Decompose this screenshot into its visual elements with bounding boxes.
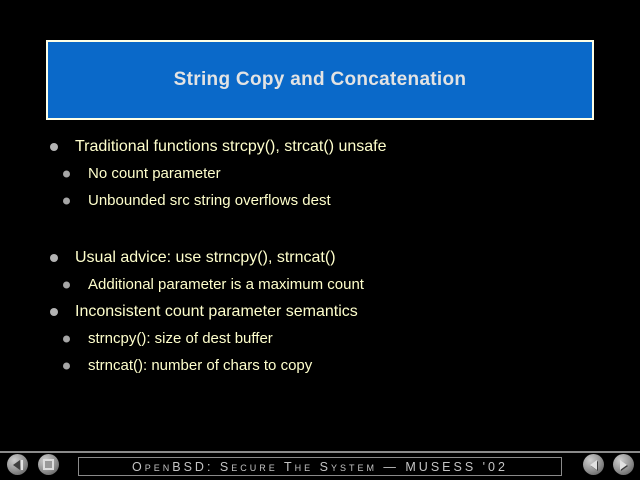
bullet-item: [0, 271, 640, 298]
skip-to-start-icon: [13, 460, 23, 470]
bullet-item: [0, 298, 640, 325]
next-slide-button[interactable]: [613, 454, 634, 475]
bullet-text: No count parameter: [88, 165, 221, 182]
status-bar: [78, 457, 562, 476]
arrow-left-icon: [590, 460, 597, 470]
bullet-icon: [63, 197, 70, 204]
bullet-icon: [50, 143, 58, 151]
arrow-right-icon: [620, 460, 627, 470]
bullet-icon: [50, 254, 58, 262]
footer-divider: [0, 451, 640, 453]
stop-button[interactable]: [38, 454, 59, 475]
slide-title: String Copy and Concatenation: [173, 69, 467, 90]
bullet-icon: [63, 335, 70, 342]
go-first-button[interactable]: [7, 454, 28, 475]
slide-title-bar: [46, 40, 594, 120]
content-gap: [0, 214, 640, 244]
bullet-text: Unbounded src string overflows dest: [88, 192, 331, 209]
bullet-item: [0, 244, 640, 271]
bullet-text: Traditional functions strcpy(), strcat() unsafe: [75, 137, 387, 155]
bullet-text: strncpy(): size of dest buffer: [88, 330, 273, 347]
bullet-icon: [63, 281, 70, 288]
status-text: OpenBSD: Secure The System — MUSESS '02: [132, 459, 508, 474]
bullet-icon: [50, 308, 58, 316]
bullet-item: [0, 160, 640, 187]
bullet-item: [0, 325, 640, 352]
bullet-icon: [63, 362, 70, 369]
bullet-item: [0, 133, 640, 160]
bullet-text: Inconsistent count parameter semantics: [75, 302, 358, 320]
previous-slide-button[interactable]: [583, 454, 604, 475]
bullet-icon: [63, 170, 70, 177]
bullet-item: [0, 187, 640, 214]
bullet-text: Additional parameter is a maximum count: [88, 276, 364, 293]
bullet-item: [0, 352, 640, 379]
bullet-text: Usual advice: use strncpy(), strncat(): [75, 248, 336, 266]
stop-square-icon: [43, 459, 54, 470]
bullet-text: strncat(): number of chars to copy: [88, 357, 313, 374]
slide-content: [0, 133, 640, 379]
